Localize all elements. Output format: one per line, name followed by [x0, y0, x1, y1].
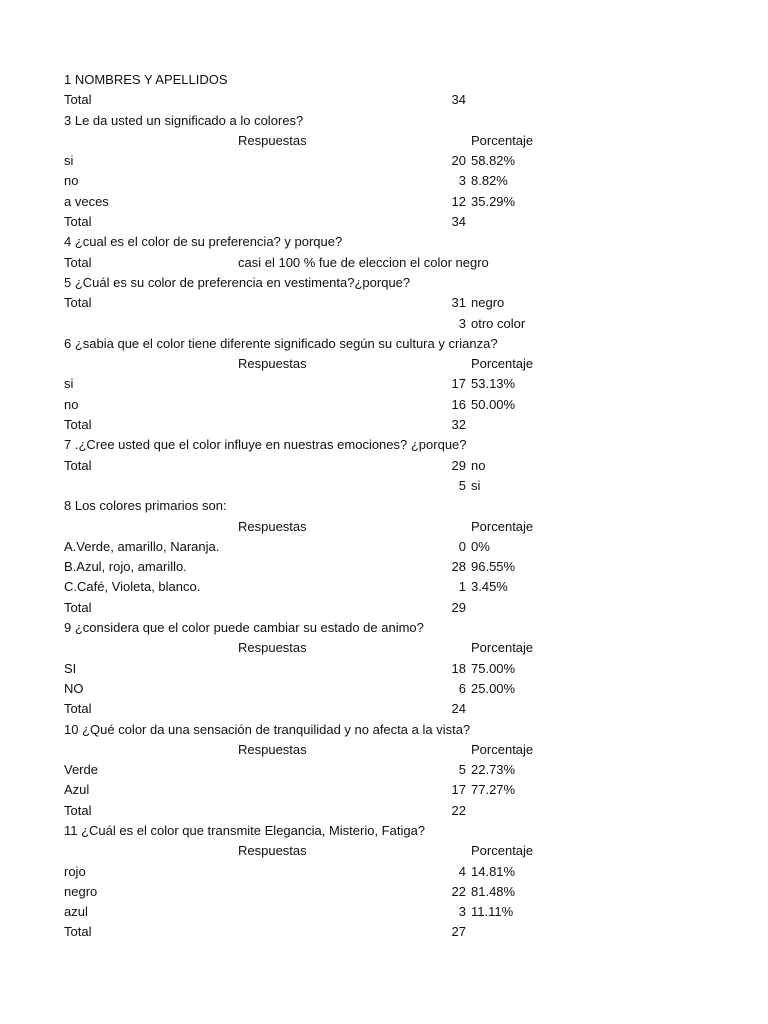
row-detail-cell: 14.81%: [471, 863, 516, 879]
sheet-row: [0, 273, 768, 293]
row-detail-cell: negro: [471, 295, 505, 311]
row-label-cell: 7 .¿Cree usted que el color influye en nuestras emociones? ¿porque?: [64, 437, 467, 453]
row-label-cell: azul: [64, 904, 88, 920]
sheet-row: [0, 801, 768, 821]
row-detail-cell: 75.00%: [471, 660, 516, 676]
sheet-row: [0, 638, 768, 658]
sheet-row: [0, 395, 768, 415]
row-label-cell: NO: [64, 680, 84, 696]
row-label-cell: 11 ¿Cuál es el color que transmite Elegancia, Misterio, Fatiga?: [64, 822, 426, 838]
row-detail-cell: si: [471, 477, 481, 493]
sheet-row: [0, 90, 768, 110]
sheet-row: [0, 862, 768, 882]
row-detail-cell: 53.13%: [471, 376, 516, 392]
sheet-row: [0, 760, 768, 780]
row-count-cell: 5: [458, 762, 466, 778]
row-detail-cell: 11.11%: [471, 904, 514, 920]
row-label-cell: si: [64, 376, 74, 392]
row-detail-cell: Porcentaje: [471, 741, 534, 757]
row-label-cell: C.Café, Violeta, blanco.: [64, 579, 201, 595]
row-label-cell: 8 Los colores primarios son:: [64, 498, 227, 514]
row-label-cell: a veces: [64, 193, 109, 209]
sheet-row: [0, 415, 768, 435]
sheet-row: [0, 456, 768, 476]
row-label-cell: 3 Le da usted un significado a lo colores?: [64, 112, 304, 128]
row-label-cell: Total: [64, 924, 92, 940]
row-count-cell: 34: [451, 214, 466, 230]
sheet-row: [0, 314, 768, 334]
row-label-cell: Total: [64, 295, 92, 311]
row-detail-cell: 50.00%: [471, 396, 516, 412]
row-detail-cell: 77.27%: [471, 782, 516, 798]
row-label-cell: rojo: [64, 863, 86, 879]
sheet-row: [0, 780, 768, 800]
row-label-cell: 1 NOMBRES Y APELLIDOS: [64, 72, 228, 87]
sheet-row: [0, 699, 768, 719]
row-detail-cell: 3.45%: [471, 579, 508, 595]
row-middle-cell: Respuestas: [238, 132, 307, 148]
row-detail-cell: Porcentaje: [471, 356, 534, 372]
row-detail-cell: no: [471, 457, 486, 473]
row-middle-cell: Respuestas: [238, 741, 307, 757]
row-count-cell: 18: [451, 660, 466, 676]
row-label-cell: Verde: [64, 762, 98, 778]
sheet-row: [0, 111, 768, 131]
sheet-row: [0, 659, 768, 679]
row-count-cell: 16: [451, 396, 466, 412]
row-label-cell: 9 ¿considera que el color puede cambiar su estado de animo?: [64, 620, 424, 636]
sheet-row: [0, 476, 768, 496]
sheet-row: [0, 212, 768, 232]
row-label-cell: Total: [64, 214, 92, 230]
row-label-cell: B.Azul, rojo, amarillo.: [64, 559, 187, 575]
row-count-cell: 28: [451, 559, 466, 575]
row-count-cell: 22: [451, 802, 466, 818]
row-count-cell: 24: [451, 701, 466, 717]
sheet-row: [0, 679, 768, 699]
row-count-cell: 3: [458, 904, 466, 920]
row-label-cell: Total: [64, 701, 92, 717]
row-detail-cell: otro color: [471, 315, 526, 331]
survey-sheet: [0, 70, 768, 943]
row-count-cell: 17: [451, 376, 466, 392]
row-detail-cell: Porcentaje: [471, 132, 534, 148]
sheet-row: [0, 253, 768, 273]
row-label-cell: Total: [64, 599, 92, 615]
row-detail-cell: 25.00%: [471, 680, 516, 696]
sheet-row: [0, 598, 768, 618]
row-count-cell: 4: [458, 863, 466, 879]
row-middle-cell: Respuestas: [238, 640, 307, 656]
row-count-cell: 34: [451, 92, 466, 108]
row-count-cell: 6: [458, 680, 466, 696]
row-middle-cell: Respuestas: [238, 518, 307, 534]
row-label-cell: 6 ¿sabia que el color tiene diferente significado según su cultura y crianza?: [64, 335, 498, 351]
row-label-cell: si: [64, 153, 74, 169]
row-count-cell: 3: [458, 173, 466, 189]
row-count-cell: 29: [451, 599, 466, 615]
row-label-cell: Total: [64, 457, 92, 473]
row-label-cell: Total: [64, 417, 92, 433]
row-count-cell: 27: [451, 924, 466, 940]
row-label-cell: 10 ¿Qué color da una sensación de tranquilidad y no afecta a la vista?: [64, 721, 471, 737]
row-middle-cell: Respuestas: [238, 356, 307, 372]
row-count-cell: 17: [451, 782, 466, 798]
sheet-row: [0, 922, 768, 942]
sheet-row: [0, 841, 768, 861]
row-count-cell: 32: [451, 417, 466, 433]
row-detail-cell: 0%: [471, 538, 490, 554]
row-detail-cell: Porcentaje: [471, 843, 534, 859]
row-count-cell: 22: [451, 883, 466, 899]
row-count-cell: 20: [451, 153, 466, 169]
sheet-row: [0, 374, 768, 394]
sheet-row: [0, 131, 768, 151]
row-detail-cell: Porcentaje: [471, 518, 534, 534]
row-detail-cell: 58.82%: [471, 153, 516, 169]
row-label-cell: no: [64, 396, 79, 412]
sheet-row: [0, 517, 768, 537]
row-count-cell: 5: [458, 477, 466, 493]
sheet-row: [0, 151, 768, 171]
sheet-row: [0, 435, 768, 455]
row-label-cell: A.Verde, amarillo, Naranja.: [64, 538, 220, 554]
row-detail-cell: Porcentaje: [471, 640, 534, 656]
sheet-row: [0, 740, 768, 760]
row-label-cell: 4 ¿cual es el color de su preferencia? y porque?: [64, 234, 343, 250]
row-detail-cell: 8.82%: [471, 173, 508, 189]
sheet-row: [0, 618, 768, 638]
row-label-cell: Total: [64, 92, 92, 108]
sheet-row: [0, 171, 768, 191]
sheet-row: [0, 882, 768, 902]
sheet-row: [0, 557, 768, 577]
row-count-cell: 3: [458, 315, 466, 331]
row-middle-cell: Respuestas: [238, 843, 307, 859]
row-detail-cell: 22.73%: [471, 762, 516, 778]
row-middle-cell: casi el 100 % fue de eleccion el color negro: [238, 254, 489, 270]
row-count-cell: 1: [458, 579, 466, 595]
row-label-cell: Azul: [64, 782, 90, 798]
row-label-cell: negro: [64, 883, 98, 899]
sheet-row: [0, 902, 768, 922]
row-count-cell: 0: [458, 538, 466, 554]
row-detail-cell: 96.55%: [471, 559, 516, 575]
row-label-cell: no: [64, 173, 79, 189]
sheet-row: [0, 821, 768, 841]
row-count-cell: 29: [451, 457, 466, 473]
row-detail-cell: 81.48%: [471, 883, 516, 899]
row-label-cell: SI: [64, 660, 77, 676]
row-count-cell: 31: [451, 295, 466, 311]
sheet-row: [0, 293, 768, 313]
sheet-row: [0, 354, 768, 374]
sheet-row: [0, 496, 768, 516]
row-detail-cell: 35.29%: [471, 193, 516, 209]
sheet-row: [0, 334, 768, 354]
sheet-row: [0, 577, 768, 597]
sheet-row: [0, 70, 768, 90]
sheet-row: [0, 232, 768, 252]
row-label-cell: Total: [64, 254, 92, 270]
sheet-row: [0, 720, 768, 740]
sheet-row: [0, 192, 768, 212]
row-label-cell: 5 ¿Cuál es su color de preferencia en vestimenta?¿porque?: [64, 274, 411, 290]
row-label-cell: Total: [64, 802, 92, 818]
row-count-cell: 12: [451, 193, 466, 209]
sheet-row: [0, 537, 768, 557]
